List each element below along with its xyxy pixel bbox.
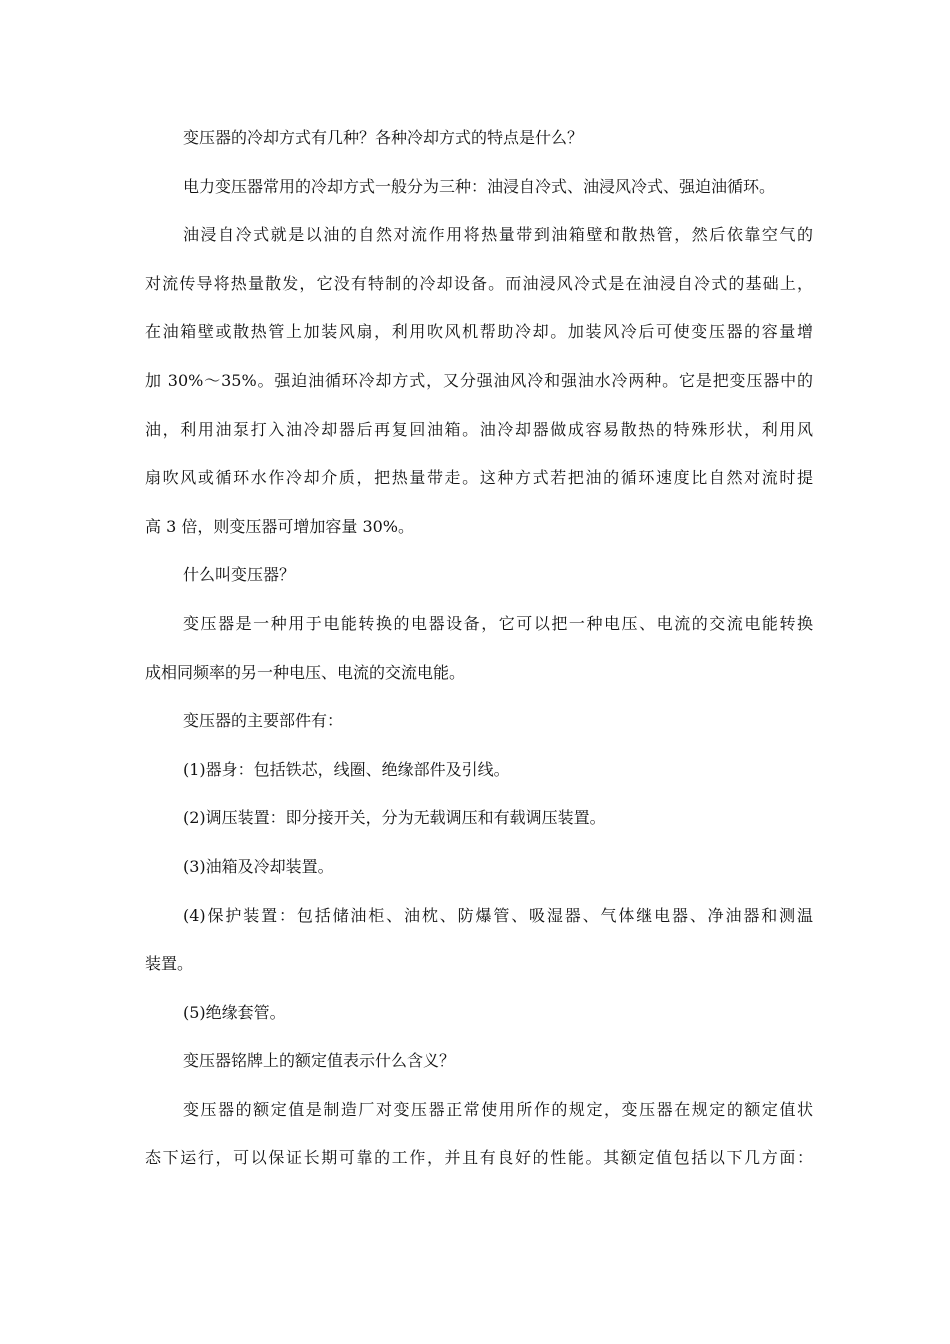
text-line: 变压器是一种用于电能转换的电器设备，它可以把一种电压、电流的交流电能转换 — [183, 613, 813, 633]
text-line: 态下运行，可以保证长期可靠的工作，并且有良好的性能。其额定值包括以下几方面： — [145, 1148, 813, 1168]
text-line: 变压器铭牌上的额定值表示什么含义？ — [183, 1051, 456, 1071]
text-line: (5)绝缘套管。 — [183, 1002, 286, 1022]
text-line: 高 3 倍，则变压器可增加容量 30%。 — [145, 516, 415, 536]
text-line: (1)器身：包括铁芯，线圈、绝缘部件及引线。 — [183, 759, 510, 779]
text-line: 加 30%～35%。强迫油循环冷却方式，又分强油风冷和强油水冷两种。它是把变压器中的 — [145, 370, 813, 390]
text-line: 装置。 — [145, 954, 194, 974]
text-line: 油浸自冷式就是以油的自然对流作用将热量带到油箱壁和散热管，然后依靠空气的 — [183, 225, 813, 245]
text-line: 变压器的额定值是制造厂对变压器正常使用所作的规定，变压器在规定的额定值状 — [183, 1099, 813, 1119]
text-line: (4)保护装置：包括储油柜、油枕、防爆管、吸湿器、气体继电器、净油器和测温 — [183, 905, 813, 925]
text-line: 变压器的冷却方式有几种？各种冷却方式的特点是什么？ — [183, 128, 584, 147]
text-line: 电力变压器常用的冷却方式一般分为三种：油浸自冷式、油浸风冷式、强迫油循环。 — [183, 176, 776, 196]
text-line: (3)油箱及冷却装置。 — [183, 856, 334, 876]
text-line: 在油箱壁或散热管上加装风扇，利用吹风机帮助冷却。加装风冷后可使变压器的容量增 — [145, 322, 813, 342]
text-line: 变压器的主要部件有： — [183, 711, 344, 731]
text-line: 什么叫变压器？ — [183, 565, 296, 585]
text-line: 成相同频率的另一种电压、电流的交流电能。 — [145, 662, 466, 682]
text-line: 油，利用油泵打入油冷却器后再复回油箱。油冷却器做成容易散热的特殊形状，利用风 — [145, 419, 813, 439]
text-line: (2)调压装置：即分接开关，分为无载调压和有载调压装置。 — [183, 808, 606, 828]
text-line: 对流传导将热量散发，它没有特制的冷却设备。而油浸风冷式是在油浸自冷式的基础上， — [145, 273, 813, 293]
text-line: 扇吹风或循环水作冷却介质，把热量带走。这种方式若把油的循环速度比自然对流时提 — [145, 468, 813, 488]
document-body — [145, 125, 813, 1194]
